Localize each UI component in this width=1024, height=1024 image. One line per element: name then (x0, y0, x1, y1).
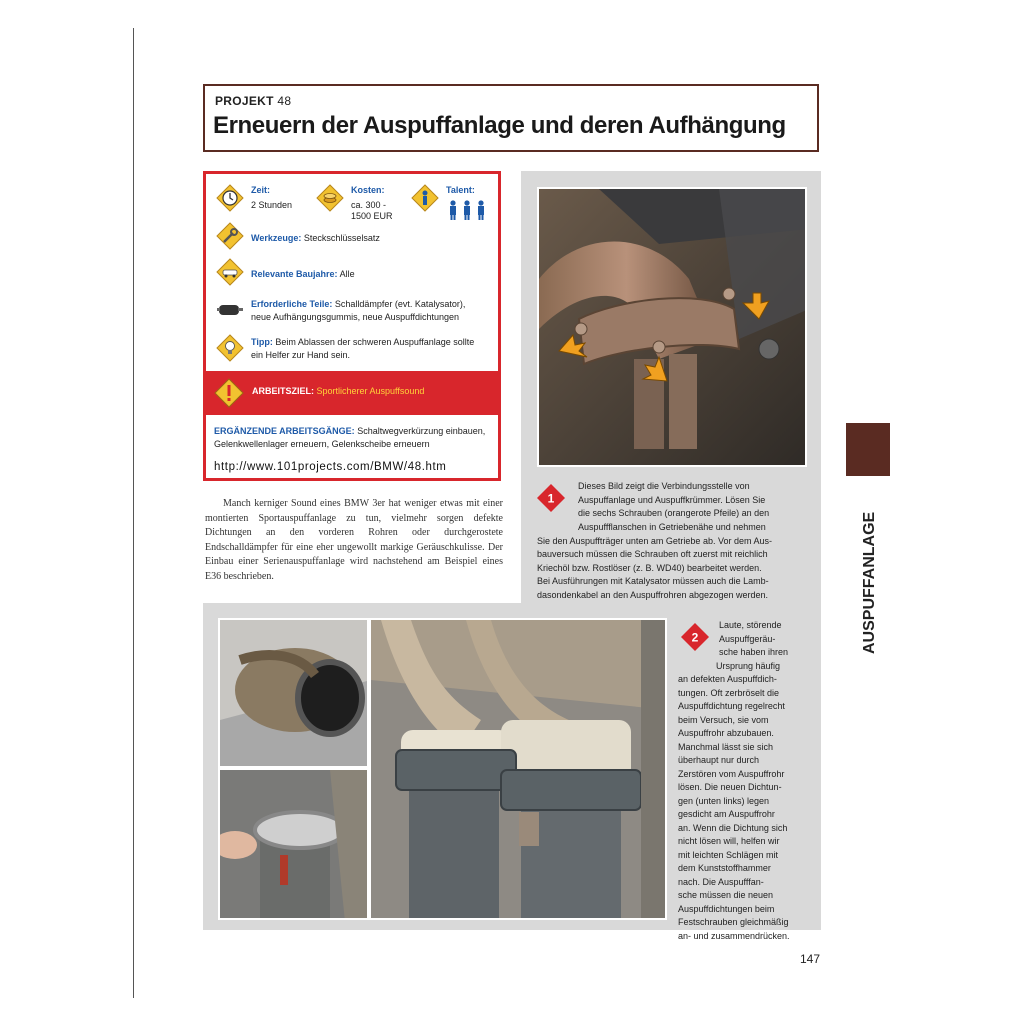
exhaust-part-icon (216, 296, 244, 324)
step-2-line: tungen. Oft zerbröselt die (678, 688, 780, 698)
warning-icon (214, 378, 244, 408)
tip-value-line2: ein Helfer zur Hand sein. (251, 350, 351, 360)
talent-rating-icon (448, 199, 488, 221)
step-2-line: nicht lösen will, helfen wir (678, 836, 780, 846)
step-2-line: Auspuffdichtungen beim (678, 904, 775, 914)
cost-value-line2: 1500 EUR (351, 211, 393, 221)
project-label (215, 94, 291, 108)
step-2-line: überhaupt nur durch (678, 755, 760, 765)
section-side-title-text: AUSPUFFANLAGE (861, 511, 878, 654)
step-2-line: an defekten Auspuffdich- (678, 674, 777, 684)
step-2-line: beim Versuch, sie vom (678, 715, 769, 725)
old-gasket-photo (218, 618, 369, 768)
step-2-line: Laute, störende (719, 620, 782, 630)
related-tasks-line2: Gelenkwellenlager erneuern, Gelenkscheibe erneuern (214, 439, 430, 449)
section-side-title (856, 482, 880, 658)
old-gasket-illustration (220, 620, 369, 768)
step-1-badge (536, 483, 566, 513)
step-2-line: nach. Die Auspufffan- (678, 877, 764, 887)
step-2-number: 2 (691, 630, 699, 645)
time-value: 2 Stunden (251, 200, 293, 210)
tools-row (251, 232, 380, 244)
step-1-number: 1 (547, 491, 555, 506)
step-2-line: lösen. Die neuen Dichtun- (678, 782, 782, 792)
step-1-line5: Sie den Auspuffträger unten am Getriebe ab. Vor dem Aus- (537, 536, 772, 546)
tip-row (251, 336, 474, 348)
goal-value: Sportlicherer Auspuffsound (316, 386, 425, 396)
project-url-link[interactable]: http://www.101projects.com/BMW/48.htm (214, 461, 447, 473)
related-tasks-label: ERGÄNZENDE ARBEITSGÄNGE: (214, 426, 355, 436)
wrench-icon (216, 222, 244, 250)
step-2-line: gen (unten links) legen (678, 796, 770, 806)
step-2-line: Manchmal lässt sie sich (678, 742, 774, 752)
years-row (251, 268, 355, 280)
time-label: Zeit: (251, 185, 270, 195)
step-2-line: an- und zusammendrücken. (678, 931, 790, 941)
step-1-line7: Kriechöl bzw. Rostlöser (z. B. WD40) bearbeitet werden. (537, 563, 762, 573)
step-1-line8: Bei Ausführungen mit Katalysator müssen auch die Lamb- (537, 576, 769, 586)
cost-label: Kosten: (351, 185, 385, 195)
step-2-line: gesdicht am Auspuffrohr (678, 809, 775, 819)
cost-value-line1: ca. 300 - (351, 200, 387, 210)
step-1-line1: Dieses Bild zeigt die Verbindungsstelle von (578, 481, 750, 491)
project-info-box (203, 171, 501, 481)
parts-value-line1: Schalldämpfer (evt. Katalysator), (334, 299, 466, 309)
exhaust-pipes-photo (369, 618, 667, 920)
new-gasket-illustration (220, 770, 369, 920)
project-header (203, 84, 819, 152)
page-number: 147 (800, 952, 821, 966)
step-2-line: an. Wenn die Dichtung sich (678, 823, 788, 833)
goal-band (206, 371, 498, 415)
years-label: Relevante Baujahre: (251, 269, 338, 279)
years-value: Alle (339, 269, 355, 279)
parts-row (251, 298, 465, 310)
talent-label: Talent: (446, 185, 475, 195)
step-2-line: Auspuffrohr abzubauen. (678, 728, 774, 738)
tip-label: Tipp: (251, 337, 273, 347)
page-margin-line (133, 28, 134, 998)
step-1-line3: die sechs Schrauben (orangerote Pfeile) an den (578, 508, 770, 518)
parts-label: Erforderliche Teile: (251, 299, 333, 309)
tools-value: Steckschlüsselsatz (303, 233, 380, 243)
step-1-line9: dasondenkabel an den Auspuffrohren abgezogen werden. (537, 590, 769, 600)
new-gasket-photo (218, 768, 369, 920)
step-2-line: Auspuffdichtung regelrecht (678, 701, 785, 711)
exhaust-pipes-illustration (371, 620, 667, 920)
parts-value-line2: neue Aufhängungsgummis, neue Auspuffdichtungen (251, 312, 459, 322)
step-2-line: Ursprung häufig (716, 661, 781, 671)
goal-text (252, 386, 424, 396)
step-2-line: sche müssen die neuen (678, 890, 774, 900)
exhaust-flange-photo (537, 187, 807, 467)
exhaust-flange-illustration (539, 189, 807, 467)
project-number: 48 (277, 94, 292, 108)
car-icon (216, 258, 244, 286)
goal-label: ARBEITSZIEL: (252, 386, 314, 396)
intro-paragraph: Manch kerniger Sound eines BMW 3er hat weniger etwas mit einer montierten Sportauspuffanlage zu tun, vielmehr sorgen defekte Dichtungen an den vorderen Rohren oder durchgerostete Endschalldämpfer für eine eher ungewollt markige Geräuschkulisse. Der Einbau einer Serienauspuffanlage wird nachstehend am Beispiel eines E36 beschrieben. (205, 498, 503, 582)
step-1-line4: Auspuffflanschen in Getriebenähe und nehmen (578, 522, 766, 532)
project-label-text: PROJEKT (215, 94, 274, 108)
step-2-badge (680, 622, 710, 652)
coins-icon (316, 184, 344, 212)
step-1-line6: bauversuch müssen die Schrauben oft zuerst mit reichlich (537, 549, 768, 559)
clock-icon (216, 184, 244, 212)
step-2-line: mit leichten Schlägen mit (678, 850, 779, 860)
section-tab (846, 423, 890, 476)
step-2-line: sche haben ihren (719, 647, 789, 657)
related-tasks (214, 425, 490, 451)
step-2-line: Auspuffgeräu- (719, 634, 776, 644)
related-tasks-line1: Schaltwegverkürzung einbauen, (357, 426, 486, 436)
step-2-line: Festschrauben gleichmäßig (678, 917, 789, 927)
tip-value-line1: Beim Ablassen der schweren Auspuffanlage sollte (275, 337, 475, 347)
person-icon (411, 184, 439, 212)
lightbulb-icon (216, 334, 244, 362)
step-1-line2: Auspuffanlage und Auspuffkrümmer. Lösen Sie (578, 495, 766, 505)
step-2-line: Zerstören vom Auspuffrohr (678, 769, 785, 779)
tools-label: Werkzeuge: (251, 233, 302, 243)
step-2-line: dem Kunststoffhammer (678, 863, 771, 873)
page-title: Erneuern der Auspuffanlage und deren Aufhängung (213, 112, 786, 139)
